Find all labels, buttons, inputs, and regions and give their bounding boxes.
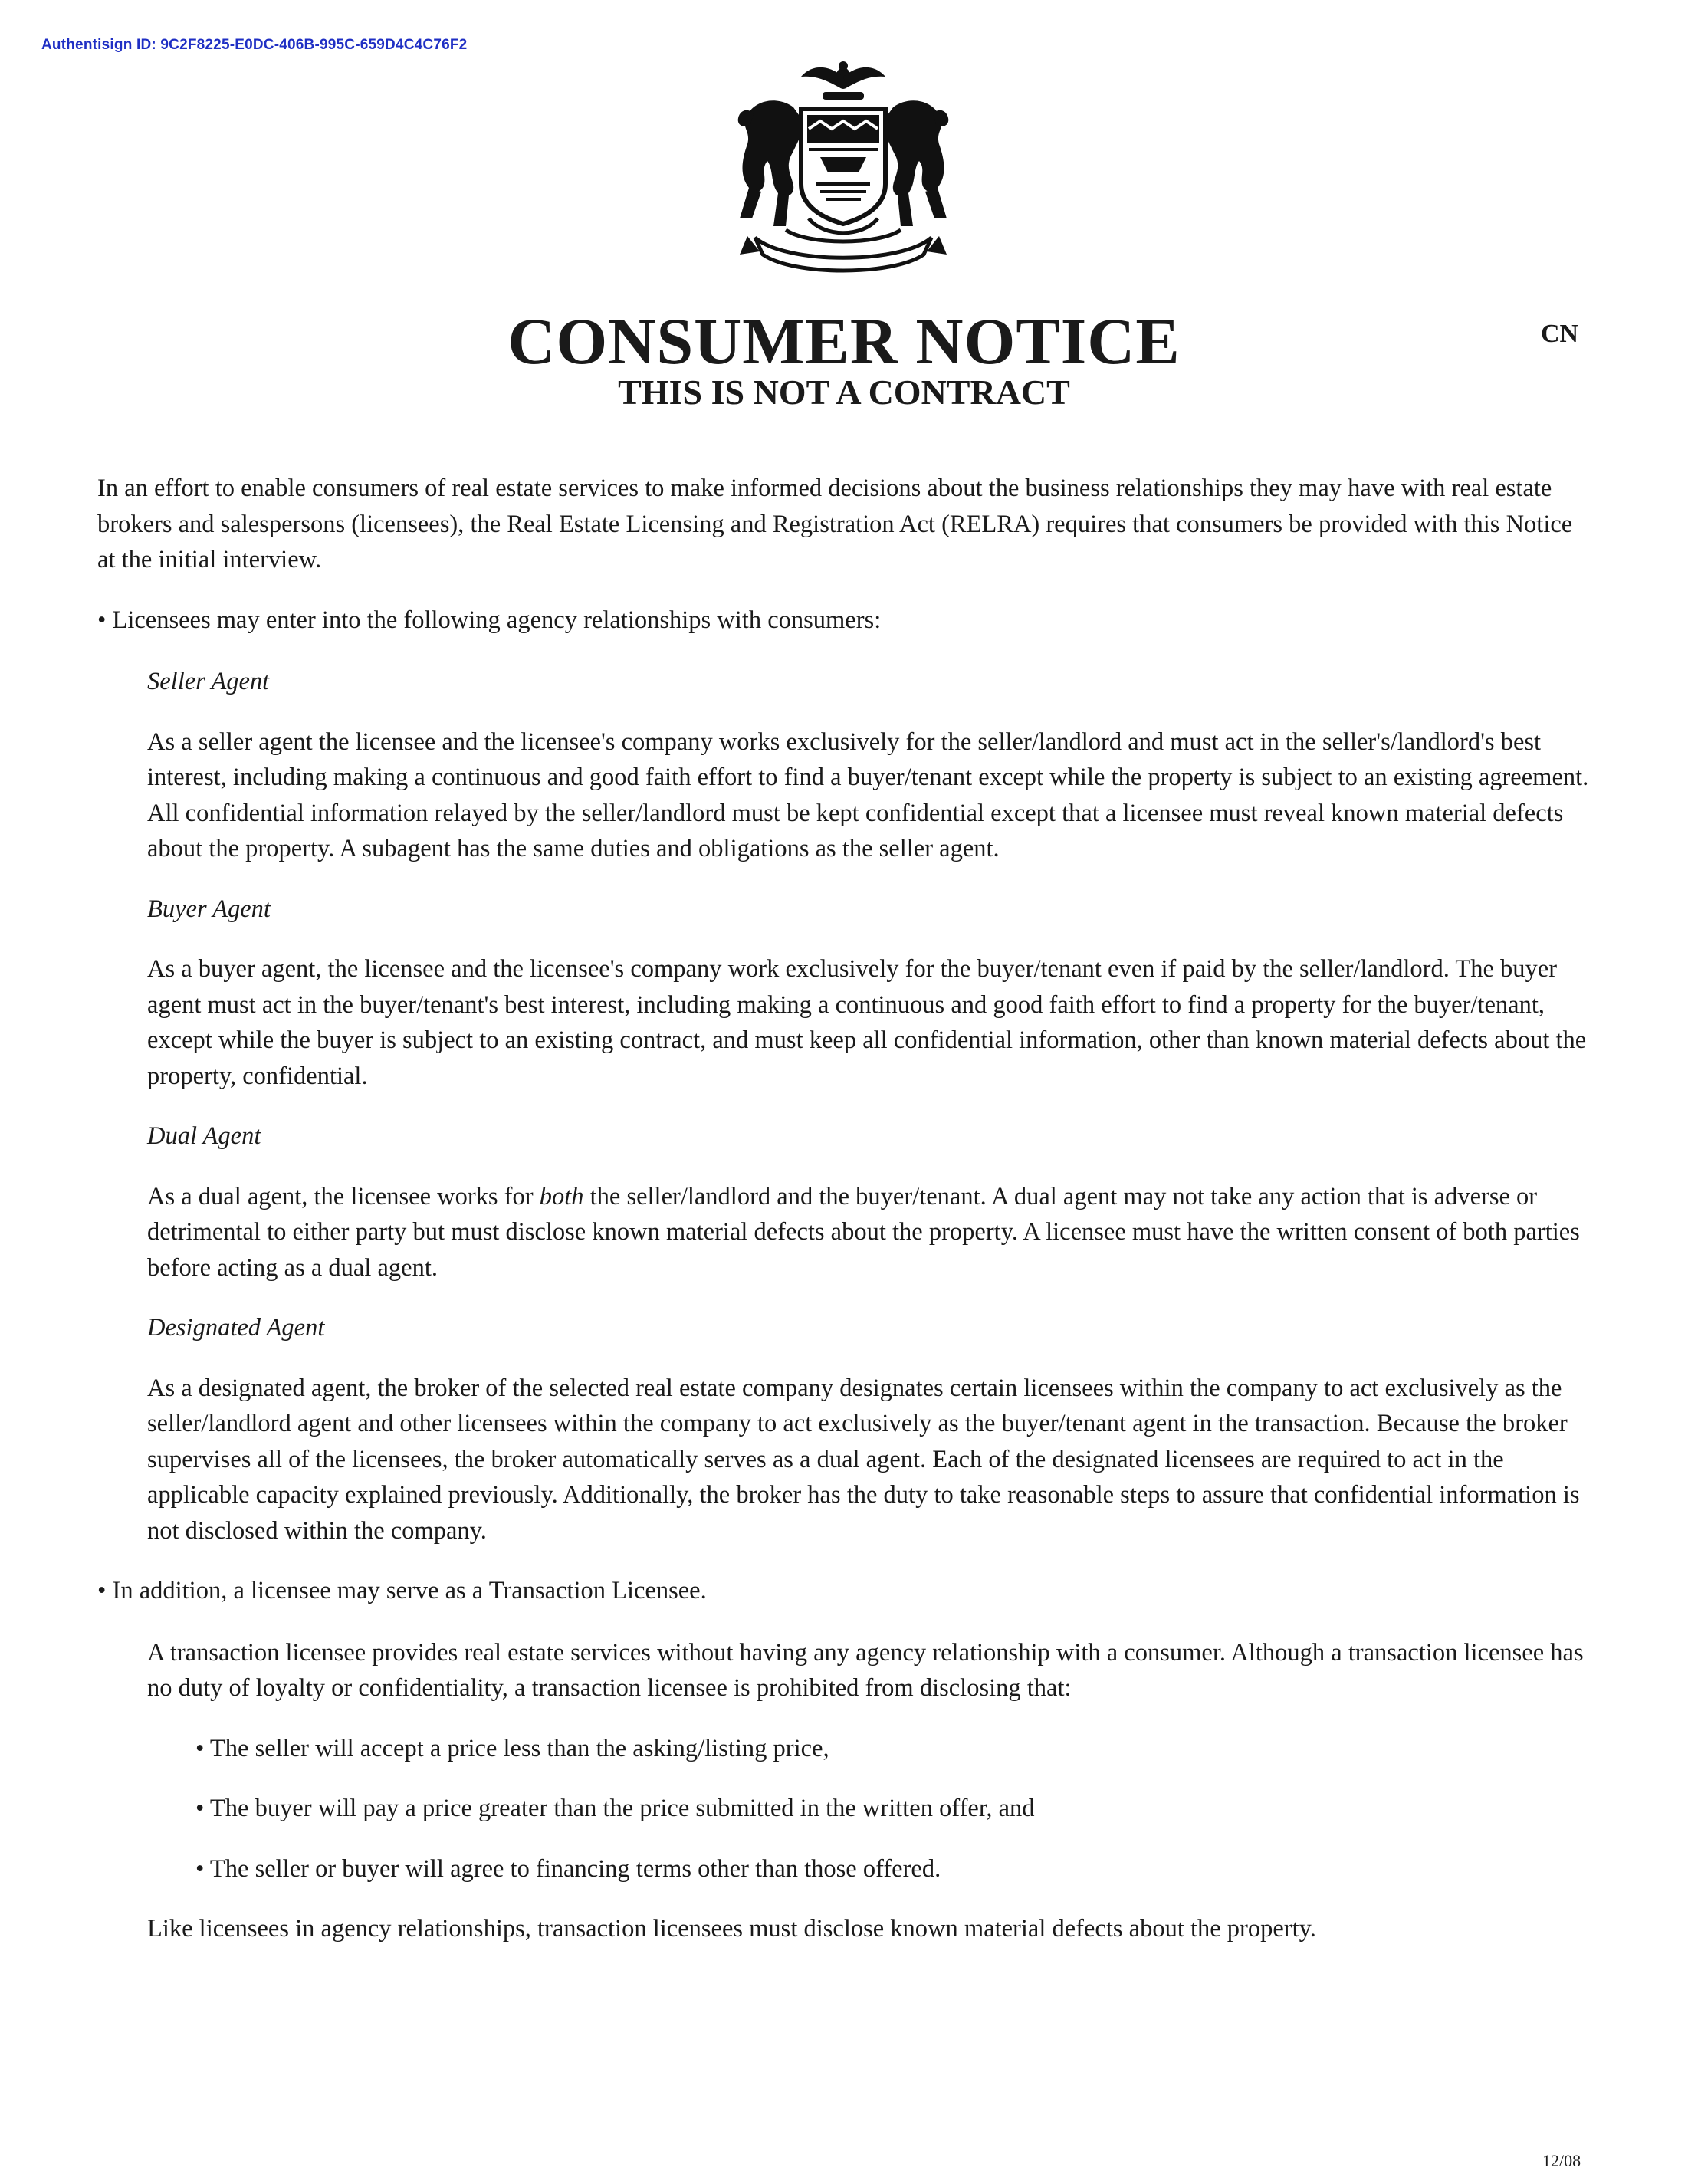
dual-agent-emphasis: both [539,1182,584,1210]
prohibited-disclosure-item: • The buyer will pay a price greater than the price submitted in the written offer, and [195,1795,1035,1822]
transaction-licensee-description: A transaction licensee provides real estate services without having any agency relationship with a consumer. Although a transaction licensee has no duty of loyalty or confidentiality, a transaction licensee is prohibited from disclosing that: [147,1638,1584,1702]
transaction-licensee-closing: Like licensees in agency relationships, transaction licensees must disclose known material defects about the property. [147,1915,1316,1943]
seller-agent-heading: Seller Agent [147,668,270,695]
designated-agent-heading: Designated Agent [147,1314,325,1342]
dual-agent-text-end: the seller/landlord and the buyer/tenant. A dual agent may not take any action that is adverse or detrimental to either party but must disclose known material defects about the property. A licensee must have the written consent of both parties before acting as a dual agent. [147,1182,1580,1282]
dual-agent-heading: Dual Agent [147,1122,261,1150]
buyer-agent-description: As a buyer agent, the licensee and the licensee's company work exclusively for the buyer/tenant even if paid by the seller/landlord. The buyer agent must act in the buyer/tenant's best interest, including making a continuous and good faith effort to find a property for the buyer/tenant, except while the buyer is subject to an existing contract, and must keep all confidential information, other than known material defects about the property, confidential. [147,955,1587,1090]
intro-paragraph: In an effort to enable consumers of real estate services to make informed decisions about the business relationships they may have with real estate brokers and salespersons (licensees), the Real Estate Licensing and Registration Act (RELRA) requires that consumers be provided with this Notice at the initial interview. [97,475,1573,573]
dual-agent-description [147,1179,1592,1286]
notice-subtitle: THIS IS NOT A CONTRACT [618,373,1070,412]
transaction-licensee-intro: • In addition, a licensee may serve as a Transaction Licensee. [97,1577,707,1604]
designated-agent-description: As a designated agent, the broker of the selected real estate company designates certain licensees within the company to act exclusively as the seller/landlord agent and other licensees within the company to act exclusively as the buyer/tenant agent in the transaction. Because the broker supervises all of the licensees, the broker automatically serves as a dual agent. Each of the designated licensees are required to act in the applicable capacity explained previously. Additionally, the broker has the duty to take reasonable steps to assure that confidential information is not disclosed within the company. [147,1374,1580,1545]
notice-title: CONSUMER NOTICE [507,304,1181,378]
seller-agent-description: As a seller agent the licensee and the licensee's company works exclusively for the seller/landlord and must act in the seller's/landlord's best interest, including making a continuous and good faith effort to find a buyer/tenant except while the property is subject to an existing agreement. All confidential information relayed by the seller/landlord must be kept confidential except that a licensee must reveal known material defects about the property. A subagent has the same duties and obligations as the seller agent. [147,727,1589,862]
form-code: CN [1541,320,1579,348]
buyer-agent-heading: Buyer Agent [147,895,271,923]
pennsylvania-coat-of-arms-icon [694,54,993,276]
agency-relationships-intro: • Licensees may enter into the following agency relationships with consumers: [97,606,882,634]
form-revision-date: 12/08 [1542,2151,1581,2170]
dual-agent-text-start: As a dual agent, the licensee works for [147,1182,540,1210]
authentisign-id: Authentisign ID: 9C2F8225-E0DC-406B-995C-659D4C4C76F2 [41,37,468,53]
prohibited-disclosure-item: • The seller or buyer will agree to financing terms other than those offered. [195,1854,941,1883]
notice-body [97,471,1592,1972]
prohibited-disclosure-item: • The seller will accept a price less than the asking/listing price, [195,1734,829,1762]
